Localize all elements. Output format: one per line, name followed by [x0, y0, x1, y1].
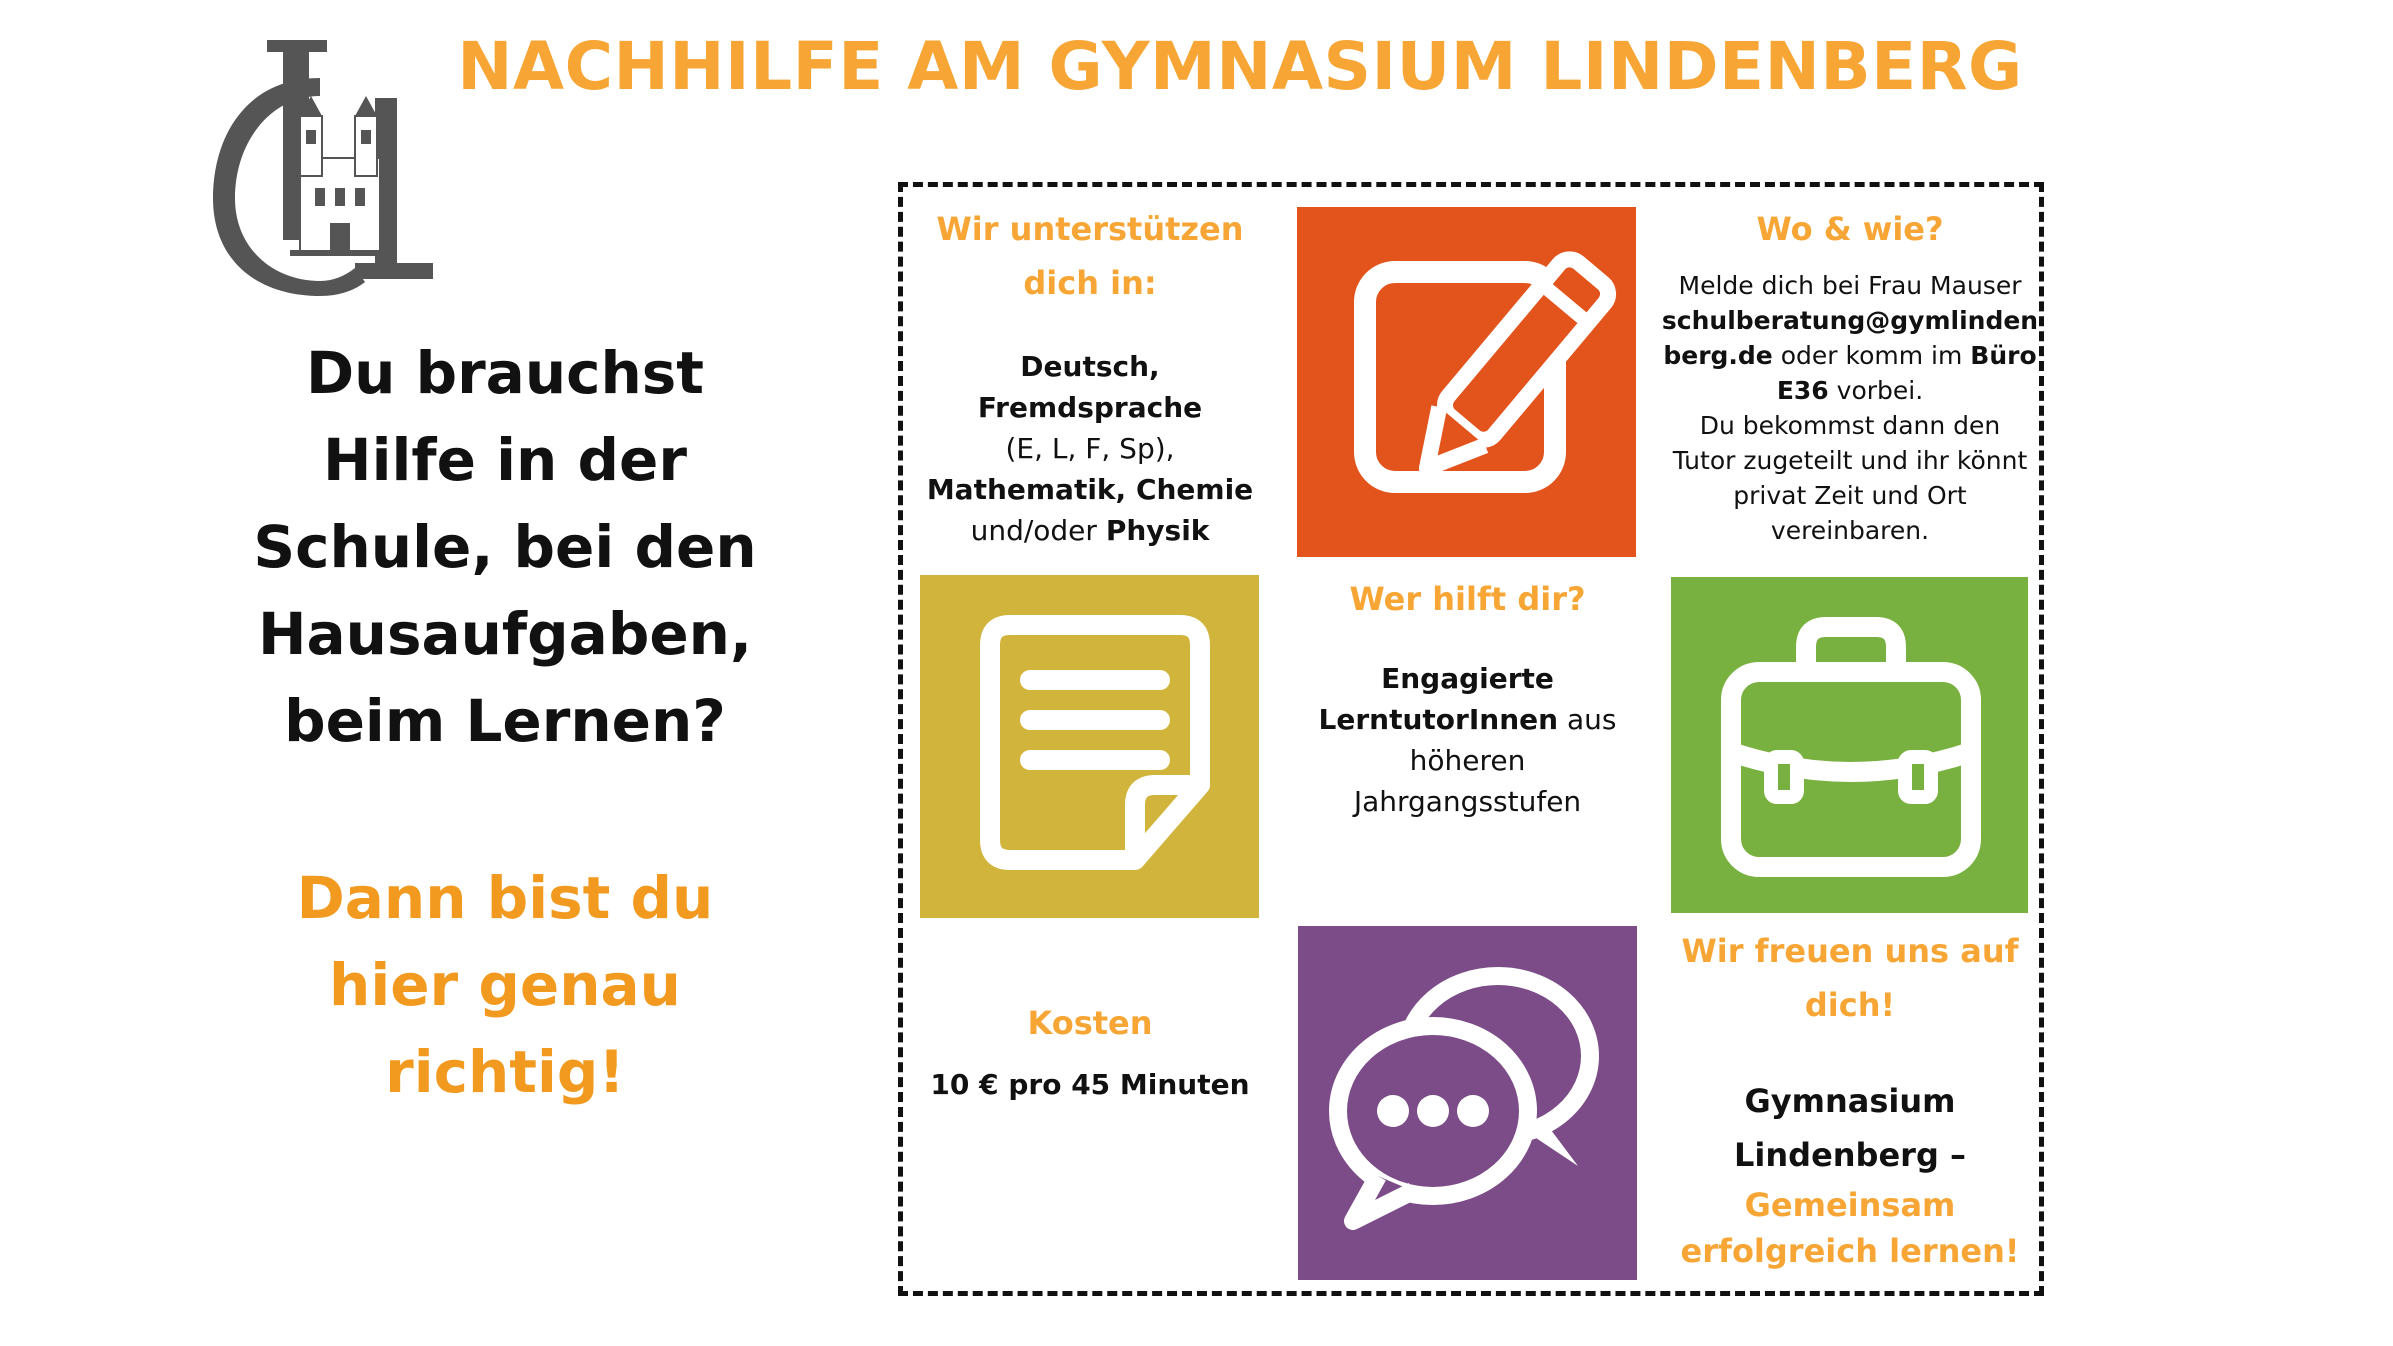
cost-value: 10 € pro 45 Minuten	[930, 1068, 1250, 1101]
closing-heading-line: dich!	[1804, 986, 1896, 1024]
support-heading-line: dich in:	[1023, 264, 1157, 302]
question-line: Hilfe in der	[323, 426, 687, 494]
contact-email-end[interactable]: berg.de	[1663, 341, 1773, 370]
tile-bag	[1671, 577, 2028, 913]
subject-foreign-language: Fremdsprache	[977, 391, 1203, 424]
where-text	[1660, 268, 2040, 548]
answer-line: Dann bist du	[296, 864, 714, 932]
subject-math-chem: Mathematik, Chemie	[926, 473, 1254, 506]
who-section	[1290, 572, 1645, 822]
left-answer	[180, 855, 830, 1116]
subject-physics: Physik	[1105, 514, 1210, 547]
answer-line: hier genau	[329, 951, 681, 1019]
who-line: Engagierte	[1381, 662, 1554, 695]
where-section	[1660, 202, 2040, 548]
closing-section	[1660, 924, 2040, 1274]
question-line: beim Lernen?	[284, 687, 726, 755]
question-line: Du brauchst	[305, 339, 705, 407]
document-icon	[920, 575, 1259, 918]
where-line: privat Zeit und Ort	[1733, 481, 1967, 510]
contact-email[interactable]: schulberatung@gymlinden	[1661, 306, 2039, 335]
subject-languages: (E, L, F, Sp),	[1005, 432, 1175, 465]
where-line: Melde dich bei Frau Mauser	[1678, 271, 2022, 300]
support-subjects	[915, 346, 1265, 551]
support-section	[915, 202, 1265, 551]
where-heading: Wo & wie?	[1756, 210, 1944, 248]
cost-section	[915, 996, 1265, 1105]
question-line: Schule, bei den	[253, 513, 757, 581]
closing-heading	[1660, 924, 2040, 1032]
where-line: oder komm im	[1780, 341, 1963, 370]
where-line: vorbei.	[1836, 376, 1924, 405]
page-title: NACHHILFE AM GYMNASIUM LINDENBERG	[457, 28, 2023, 105]
support-heading	[915, 202, 1265, 310]
motto-line: erfolgreich lernen!	[1680, 1232, 2020, 1270]
motto-line: Gemeinsam	[1744, 1186, 1956, 1224]
who-line: Jahrgangsstufen	[1353, 785, 1582, 818]
chat-bubbles-icon	[1298, 926, 1637, 1280]
where-line: Tutor zugeteilt und ihr könnt	[1672, 446, 2028, 475]
where-line: Du bekommst dann den	[1699, 411, 2001, 440]
closing-heading-line: Wir freuen uns auf	[1681, 932, 2019, 970]
cost-heading: Kosten	[1027, 1004, 1153, 1042]
who-tutors: LerntutorInnen	[1318, 703, 1559, 736]
tile-chat	[1298, 926, 1637, 1280]
answer-line: richtig!	[385, 1038, 625, 1106]
support-heading-line: Wir unterstützen	[936, 210, 1244, 248]
tile-document	[920, 575, 1259, 918]
subject-german: Deutsch,	[1020, 350, 1160, 383]
motto	[1660, 1182, 2040, 1274]
edit-pencil-icon	[1297, 207, 1636, 557]
room-label: Büro	[1970, 341, 2037, 370]
school-name-line: Lindenberg –	[1734, 1136, 1966, 1174]
who-line: aus	[1566, 703, 1617, 736]
who-text	[1290, 658, 1645, 822]
school-name-line: Gymnasium	[1744, 1082, 1956, 1120]
subject-and-or: und/oder	[970, 514, 1097, 547]
who-heading: Wer hilft dir?	[1349, 580, 1586, 618]
school-logo-gl-icon	[205, 38, 435, 300]
room-number: E36	[1776, 376, 1829, 405]
question-line: Hausaufgaben,	[258, 600, 752, 668]
school-name	[1660, 1074, 2040, 1182]
who-line: höheren	[1409, 744, 1526, 777]
where-line: vereinbaren.	[1770, 516, 1930, 545]
tile-pencil	[1297, 207, 1636, 557]
left-question	[180, 330, 830, 765]
briefcase-icon	[1671, 577, 2028, 913]
